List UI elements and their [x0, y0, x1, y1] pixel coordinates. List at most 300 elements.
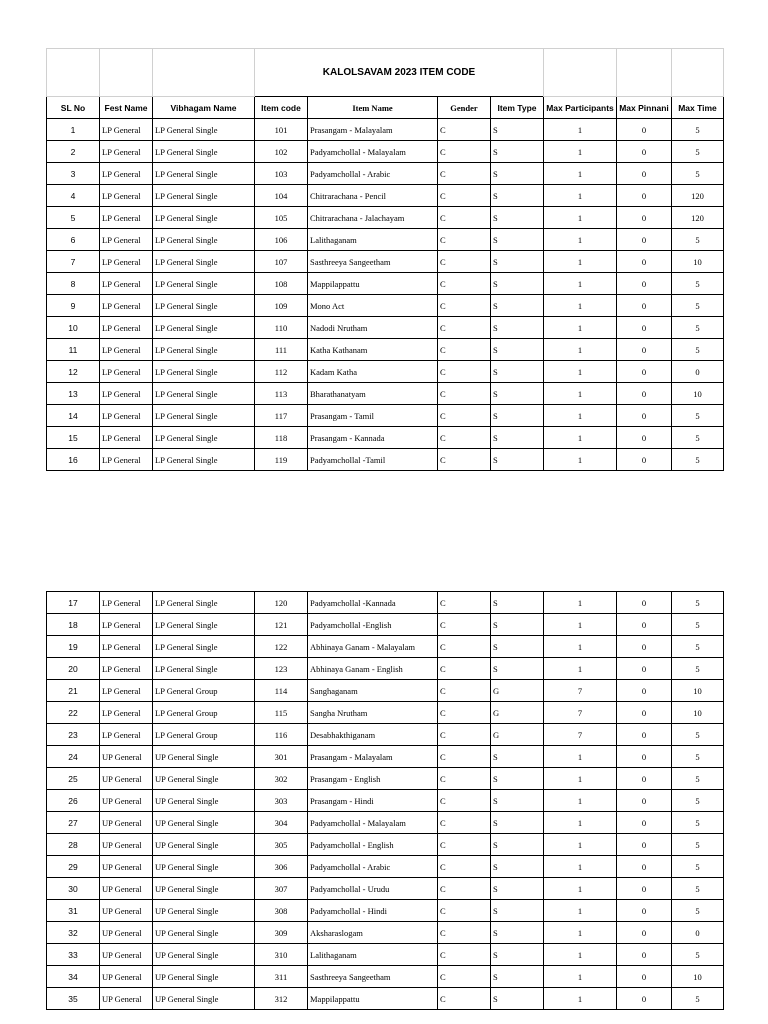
max-pinnani-cell: 0 — [617, 163, 672, 185]
item-type-cell: S — [491, 812, 544, 834]
max-time-cell: 5 — [672, 339, 724, 361]
table-row — [47, 251, 724, 273]
item-type-cell: G — [491, 680, 544, 702]
table-row — [47, 207, 724, 229]
vibhagam-name-cell: LP General Single — [153, 658, 255, 680]
table-row — [47, 273, 724, 295]
max-participants-cell: 1 — [544, 746, 617, 768]
item-name-cell: Mappilappattu — [308, 273, 438, 295]
item-name-cell: Mappilappattu — [308, 988, 438, 1010]
table-row — [47, 724, 724, 746]
table-row — [47, 295, 724, 317]
sl-no-cell: 32 — [47, 922, 100, 944]
sl-no-cell: 25 — [47, 768, 100, 790]
fest-name-cell: LP General — [100, 273, 153, 295]
item-type-cell: S — [491, 383, 544, 405]
fest-name-cell: UP General — [100, 966, 153, 988]
item-type-cell: S — [491, 790, 544, 812]
max-pinnani-cell: 0 — [617, 449, 672, 471]
sl-no-cell: 4 — [47, 185, 100, 207]
item-name-cell: Katha Kathanam — [308, 339, 438, 361]
table-row — [47, 163, 724, 185]
item-code-cell: 311 — [255, 966, 308, 988]
vibhagam-name-cell: LP General Single — [153, 119, 255, 141]
max-time-cell: 5 — [672, 636, 724, 658]
sl-no-cell: 22 — [47, 702, 100, 724]
item-code-cell: 101 — [255, 119, 308, 141]
max-participants-cell: 1 — [544, 636, 617, 658]
item-type-cell: S — [491, 427, 544, 449]
max-pinnani-cell: 0 — [617, 273, 672, 295]
fest-name-cell: LP General — [100, 141, 153, 163]
max-participants-cell: 1 — [544, 988, 617, 1010]
gender-cell: C — [438, 361, 491, 383]
table-row — [47, 746, 724, 768]
item-code-cell: 108 — [255, 273, 308, 295]
max-time-cell: 5 — [672, 944, 724, 966]
max-pinnani-cell: 0 — [617, 141, 672, 163]
gender-cell: C — [438, 317, 491, 339]
max-time-cell: 5 — [672, 724, 724, 746]
item-name-cell: Prasangam - Hindi — [308, 790, 438, 812]
gender-cell: C — [438, 966, 491, 988]
item-name-cell: Mono Act — [308, 295, 438, 317]
fest-name-cell: UP General — [100, 944, 153, 966]
gender-cell: C — [438, 768, 491, 790]
table-row — [47, 119, 724, 141]
item-code-cell: 122 — [255, 636, 308, 658]
item-code-cell: 306 — [255, 856, 308, 878]
gender-cell: C — [438, 163, 491, 185]
max-time-cell: 5 — [672, 119, 724, 141]
max-time-cell: 10 — [672, 702, 724, 724]
max-time-cell: 5 — [672, 273, 724, 295]
sl-no-cell: 15 — [47, 427, 100, 449]
max-time-cell: 5 — [672, 163, 724, 185]
max-time-cell: 120 — [672, 207, 724, 229]
table-row — [47, 834, 724, 856]
item-type-cell: S — [491, 768, 544, 790]
vibhagam-name-cell: LP General Group — [153, 702, 255, 724]
item-type-cell: S — [491, 449, 544, 471]
max-participants-cell: 1 — [544, 119, 617, 141]
fest-name-cell: LP General — [100, 383, 153, 405]
item-name-cell: Sasthreeya Sangeetham — [308, 966, 438, 988]
item-type-cell: S — [491, 614, 544, 636]
table-row — [47, 592, 724, 614]
gender-cell: C — [438, 988, 491, 1010]
gender-cell: C — [438, 273, 491, 295]
item-name-cell: Padyamchollal -Kannada — [308, 592, 438, 614]
item-name-cell: Kadam Katha — [308, 361, 438, 383]
fest-name-cell: LP General — [100, 636, 153, 658]
sl-no-cell: 2 — [47, 141, 100, 163]
sl-no-cell: 28 — [47, 834, 100, 856]
item-code-cell: 112 — [255, 361, 308, 383]
item-name-cell: Chitrarachana - Jalachayam — [308, 207, 438, 229]
vibhagam-name-cell: UP General Single — [153, 812, 255, 834]
vibhagam-name-cell: LP General Single — [153, 614, 255, 636]
sl-no-cell: 5 — [47, 207, 100, 229]
sl-no-cell: 12 — [47, 361, 100, 383]
max-pinnani-cell: 0 — [617, 790, 672, 812]
item-code-cell: 111 — [255, 339, 308, 361]
max-participants-cell: 1 — [544, 141, 617, 163]
table-row — [47, 790, 724, 812]
max-pinnani-cell: 0 — [617, 768, 672, 790]
max-time-cell: 5 — [672, 988, 724, 1010]
gender-cell: C — [438, 878, 491, 900]
max-pinnani-cell: 0 — [617, 922, 672, 944]
item-code-cell: 310 — [255, 944, 308, 966]
table-row — [47, 339, 724, 361]
item-type-cell: S — [491, 922, 544, 944]
item-type-cell: S — [491, 878, 544, 900]
sl-no-cell: 31 — [47, 900, 100, 922]
fest-name-cell: LP General — [100, 361, 153, 383]
item-code-cell: 312 — [255, 988, 308, 1010]
gender-cell: C — [438, 680, 491, 702]
item-code-cell: 305 — [255, 834, 308, 856]
fest-name-cell: LP General — [100, 680, 153, 702]
fest-name-cell: LP General — [100, 119, 153, 141]
vibhagam-name-cell: LP General Single — [153, 427, 255, 449]
max-participants-cell: 1 — [544, 295, 617, 317]
max-time-cell: 5 — [672, 449, 724, 471]
table-row — [47, 614, 724, 636]
vibhagam-name-cell: LP General Single — [153, 592, 255, 614]
max-time-cell: 10 — [672, 251, 724, 273]
fest-name-cell: UP General — [100, 856, 153, 878]
item-code-cell: 106 — [255, 229, 308, 251]
max-time-cell: 10 — [672, 383, 724, 405]
max-participants-cell: 1 — [544, 317, 617, 339]
table-row — [47, 361, 724, 383]
sl-no-cell: 10 — [47, 317, 100, 339]
gender-cell: C — [438, 119, 491, 141]
gender-cell: C — [438, 427, 491, 449]
item-code-cell: 107 — [255, 251, 308, 273]
table-row — [47, 636, 724, 658]
header-item-code: Item code — [255, 97, 308, 119]
max-pinnani-cell: 0 — [617, 900, 672, 922]
vibhagam-name-cell: UP General Single — [153, 944, 255, 966]
header-fest-name: Fest Name — [100, 97, 153, 119]
item-type-cell: S — [491, 251, 544, 273]
gender-cell: C — [438, 185, 491, 207]
max-participants-cell: 1 — [544, 592, 617, 614]
item-code-table-page-1 — [46, 48, 724, 471]
vibhagam-name-cell: LP General Single — [153, 163, 255, 185]
table-row — [47, 229, 724, 251]
max-participants-cell: 1 — [544, 251, 617, 273]
max-time-cell: 5 — [672, 295, 724, 317]
item-code-cell: 302 — [255, 768, 308, 790]
item-code-cell: 121 — [255, 614, 308, 636]
gender-cell: C — [438, 449, 491, 471]
max-pinnani-cell: 0 — [617, 746, 672, 768]
item-type-cell: S — [491, 746, 544, 768]
vibhagam-name-cell: LP General Single — [153, 383, 255, 405]
item-name-cell: Sanghaganam — [308, 680, 438, 702]
item-name-cell: Padyamchollal - Arabic — [308, 163, 438, 185]
max-pinnani-cell: 0 — [617, 592, 672, 614]
max-pinnani-cell: 0 — [617, 636, 672, 658]
max-time-cell: 5 — [672, 405, 724, 427]
max-pinnani-cell: 0 — [617, 680, 672, 702]
max-pinnani-cell: 0 — [617, 339, 672, 361]
item-type-cell: S — [491, 317, 544, 339]
item-type-cell: S — [491, 988, 544, 1010]
fest-name-cell: LP General — [100, 614, 153, 636]
item-code-cell: 309 — [255, 922, 308, 944]
gender-cell: C — [438, 636, 491, 658]
fest-name-cell: LP General — [100, 702, 153, 724]
max-participants-cell: 1 — [544, 812, 617, 834]
sl-no-cell: 34 — [47, 966, 100, 988]
item-name-cell: Aksharaslogam — [308, 922, 438, 944]
fest-name-cell: UP General — [100, 988, 153, 1010]
max-pinnani-cell: 0 — [617, 966, 672, 988]
max-time-cell: 5 — [672, 768, 724, 790]
gender-cell: C — [438, 856, 491, 878]
max-time-cell: 10 — [672, 966, 724, 988]
table-row — [47, 944, 724, 966]
item-type-cell: S — [491, 834, 544, 856]
item-code-cell: 104 — [255, 185, 308, 207]
item-code-cell: 117 — [255, 405, 308, 427]
item-code-table-page-2 — [46, 591, 724, 1010]
sl-no-cell: 13 — [47, 383, 100, 405]
table-row — [47, 405, 724, 427]
sl-no-cell: 3 — [47, 163, 100, 185]
gender-cell: C — [438, 702, 491, 724]
vibhagam-name-cell: UP General Single — [153, 988, 255, 1010]
fest-name-cell: UP General — [100, 768, 153, 790]
vibhagam-name-cell: LP General Single — [153, 295, 255, 317]
gender-cell: C — [438, 251, 491, 273]
fest-name-cell: LP General — [100, 317, 153, 339]
table-row — [47, 988, 724, 1010]
max-time-cell: 5 — [672, 856, 724, 878]
sl-no-cell: 16 — [47, 449, 100, 471]
item-type-cell: G — [491, 724, 544, 746]
max-pinnani-cell: 0 — [617, 878, 672, 900]
gender-cell: C — [438, 141, 491, 163]
page-title: KALOLSAVAM 2023 ITEM CODE — [255, 49, 544, 97]
header-item-type: Item Type — [491, 97, 544, 119]
vibhagam-name-cell: LP General Single — [153, 361, 255, 383]
max-participants-cell: 1 — [544, 878, 617, 900]
max-participants-cell: 1 — [544, 339, 617, 361]
table-row — [47, 680, 724, 702]
header-vibhagam-name: Vibhagam Name — [153, 97, 255, 119]
sl-no-cell: 19 — [47, 636, 100, 658]
vibhagam-name-cell: UP General Single — [153, 790, 255, 812]
vibhagam-name-cell: LP General Single — [153, 636, 255, 658]
max-pinnani-cell: 0 — [617, 317, 672, 339]
max-pinnani-cell: 0 — [617, 229, 672, 251]
fest-name-cell: LP General — [100, 449, 153, 471]
header-gender: Gender — [438, 97, 491, 119]
fest-name-cell: LP General — [100, 427, 153, 449]
item-code-cell: 304 — [255, 812, 308, 834]
sl-no-cell: 24 — [47, 746, 100, 768]
max-pinnani-cell: 0 — [617, 119, 672, 141]
max-participants-cell: 1 — [544, 966, 617, 988]
max-pinnani-cell: 0 — [617, 185, 672, 207]
item-type-cell: S — [491, 229, 544, 251]
gender-cell: C — [438, 658, 491, 680]
max-pinnani-cell: 0 — [617, 658, 672, 680]
fest-name-cell: LP General — [100, 405, 153, 427]
item-code-cell: 115 — [255, 702, 308, 724]
max-participants-cell: 1 — [544, 427, 617, 449]
sl-no-cell: 27 — [47, 812, 100, 834]
gender-cell: C — [438, 383, 491, 405]
max-participants-cell: 1 — [544, 856, 617, 878]
fest-name-cell: LP General — [100, 295, 153, 317]
vibhagam-name-cell: UP General Single — [153, 878, 255, 900]
item-type-cell: S — [491, 592, 544, 614]
item-type-cell: S — [491, 405, 544, 427]
max-participants-cell: 1 — [544, 834, 617, 856]
item-name-cell: Padyamchollal - Malayalam — [308, 141, 438, 163]
vibhagam-name-cell: LP General Single — [153, 339, 255, 361]
max-participants-cell: 1 — [544, 207, 617, 229]
fest-name-cell: UP General — [100, 834, 153, 856]
item-name-cell: Padyamchollal - English — [308, 834, 438, 856]
max-time-cell: 5 — [672, 900, 724, 922]
vibhagam-name-cell: LP General Single — [153, 229, 255, 251]
fest-name-cell: LP General — [100, 658, 153, 680]
max-participants-cell: 1 — [544, 922, 617, 944]
max-pinnani-cell: 0 — [617, 295, 672, 317]
item-type-cell: S — [491, 163, 544, 185]
item-type-cell: G — [491, 702, 544, 724]
item-type-cell: S — [491, 361, 544, 383]
gender-cell: C — [438, 724, 491, 746]
max-pinnani-cell: 0 — [617, 614, 672, 636]
item-name-cell: Prasangam - Malayalam — [308, 119, 438, 141]
max-pinnani-cell: 0 — [617, 251, 672, 273]
max-participants-cell: 1 — [544, 614, 617, 636]
fest-name-cell: LP General — [100, 592, 153, 614]
item-code-cell: 308 — [255, 900, 308, 922]
item-type-cell: S — [491, 944, 544, 966]
max-pinnani-cell: 0 — [617, 834, 672, 856]
gender-cell: C — [438, 746, 491, 768]
header-row — [47, 97, 724, 119]
item-name-cell: Prasangam - English — [308, 768, 438, 790]
max-participants-cell: 1 — [544, 185, 617, 207]
max-participants-cell: 1 — [544, 449, 617, 471]
item-type-cell: S — [491, 658, 544, 680]
max-pinnani-cell: 0 — [617, 383, 672, 405]
header-sl-no: SL No — [47, 97, 100, 119]
item-name-cell: Padyamchollal -English — [308, 614, 438, 636]
item-name-cell: Lalithaganam — [308, 944, 438, 966]
table-row — [47, 658, 724, 680]
header-max-pinnani: Max Pinnani — [617, 97, 672, 119]
max-time-cell: 120 — [672, 185, 724, 207]
item-name-cell: Prasangam - Malayalam — [308, 746, 438, 768]
item-code-cell: 120 — [255, 592, 308, 614]
item-name-cell: Bharathanatyam — [308, 383, 438, 405]
gender-cell: C — [438, 207, 491, 229]
item-code-cell: 119 — [255, 449, 308, 471]
item-type-cell: S — [491, 119, 544, 141]
max-participants-cell: 1 — [544, 383, 617, 405]
max-time-cell: 5 — [672, 427, 724, 449]
table-row — [47, 702, 724, 724]
max-participants-cell: 1 — [544, 944, 617, 966]
fest-name-cell: LP General — [100, 251, 153, 273]
item-type-cell: S — [491, 339, 544, 361]
item-code-cell: 307 — [255, 878, 308, 900]
sl-no-cell: 21 — [47, 680, 100, 702]
gender-cell: C — [438, 592, 491, 614]
gender-cell: C — [438, 834, 491, 856]
item-type-cell: S — [491, 966, 544, 988]
fest-name-cell: LP General — [100, 207, 153, 229]
fest-name-cell: UP General — [100, 878, 153, 900]
vibhagam-name-cell: UP General Single — [153, 966, 255, 988]
vibhagam-name-cell: LP General Single — [153, 141, 255, 163]
item-name-cell: Prasangam - Tamil — [308, 405, 438, 427]
max-participants-cell: 1 — [544, 900, 617, 922]
table-row — [47, 856, 724, 878]
max-participants-cell: 1 — [544, 273, 617, 295]
item-name-cell: Chitrarachana - Pencil — [308, 185, 438, 207]
max-participants-cell: 7 — [544, 724, 617, 746]
sl-no-cell: 7 — [47, 251, 100, 273]
max-participants-cell: 1 — [544, 229, 617, 251]
max-time-cell: 5 — [672, 658, 724, 680]
gender-cell: C — [438, 790, 491, 812]
item-type-cell: S — [491, 295, 544, 317]
max-pinnani-cell: 0 — [617, 405, 672, 427]
gender-cell: C — [438, 339, 491, 361]
sl-no-cell: 20 — [47, 658, 100, 680]
item-code-cell: 105 — [255, 207, 308, 229]
item-name-cell: Padyamchollal - Hindi — [308, 900, 438, 922]
vibhagam-name-cell: LP General Single — [153, 449, 255, 471]
max-time-cell: 0 — [672, 922, 724, 944]
item-type-cell: S — [491, 900, 544, 922]
table-row — [47, 449, 724, 471]
fest-name-cell: UP General — [100, 790, 153, 812]
sl-no-cell: 14 — [47, 405, 100, 427]
item-name-cell: Sasthreeya Sangeetham — [308, 251, 438, 273]
max-pinnani-cell: 0 — [617, 702, 672, 724]
fest-name-cell: UP General — [100, 812, 153, 834]
item-name-cell: Padyamchollal - Urudu — [308, 878, 438, 900]
sl-no-cell: 9 — [47, 295, 100, 317]
max-participants-cell: 7 — [544, 702, 617, 724]
sl-no-cell: 23 — [47, 724, 100, 746]
sl-no-cell: 29 — [47, 856, 100, 878]
max-participants-cell: 1 — [544, 790, 617, 812]
gender-cell: C — [438, 614, 491, 636]
item-name-cell: Lalithaganam — [308, 229, 438, 251]
item-name-cell: Sangha Nrutham — [308, 702, 438, 724]
item-type-cell: S — [491, 185, 544, 207]
sl-no-cell: 26 — [47, 790, 100, 812]
vibhagam-name-cell: UP General Single — [153, 746, 255, 768]
vibhagam-name-cell: LP General Single — [153, 207, 255, 229]
fest-name-cell: LP General — [100, 163, 153, 185]
